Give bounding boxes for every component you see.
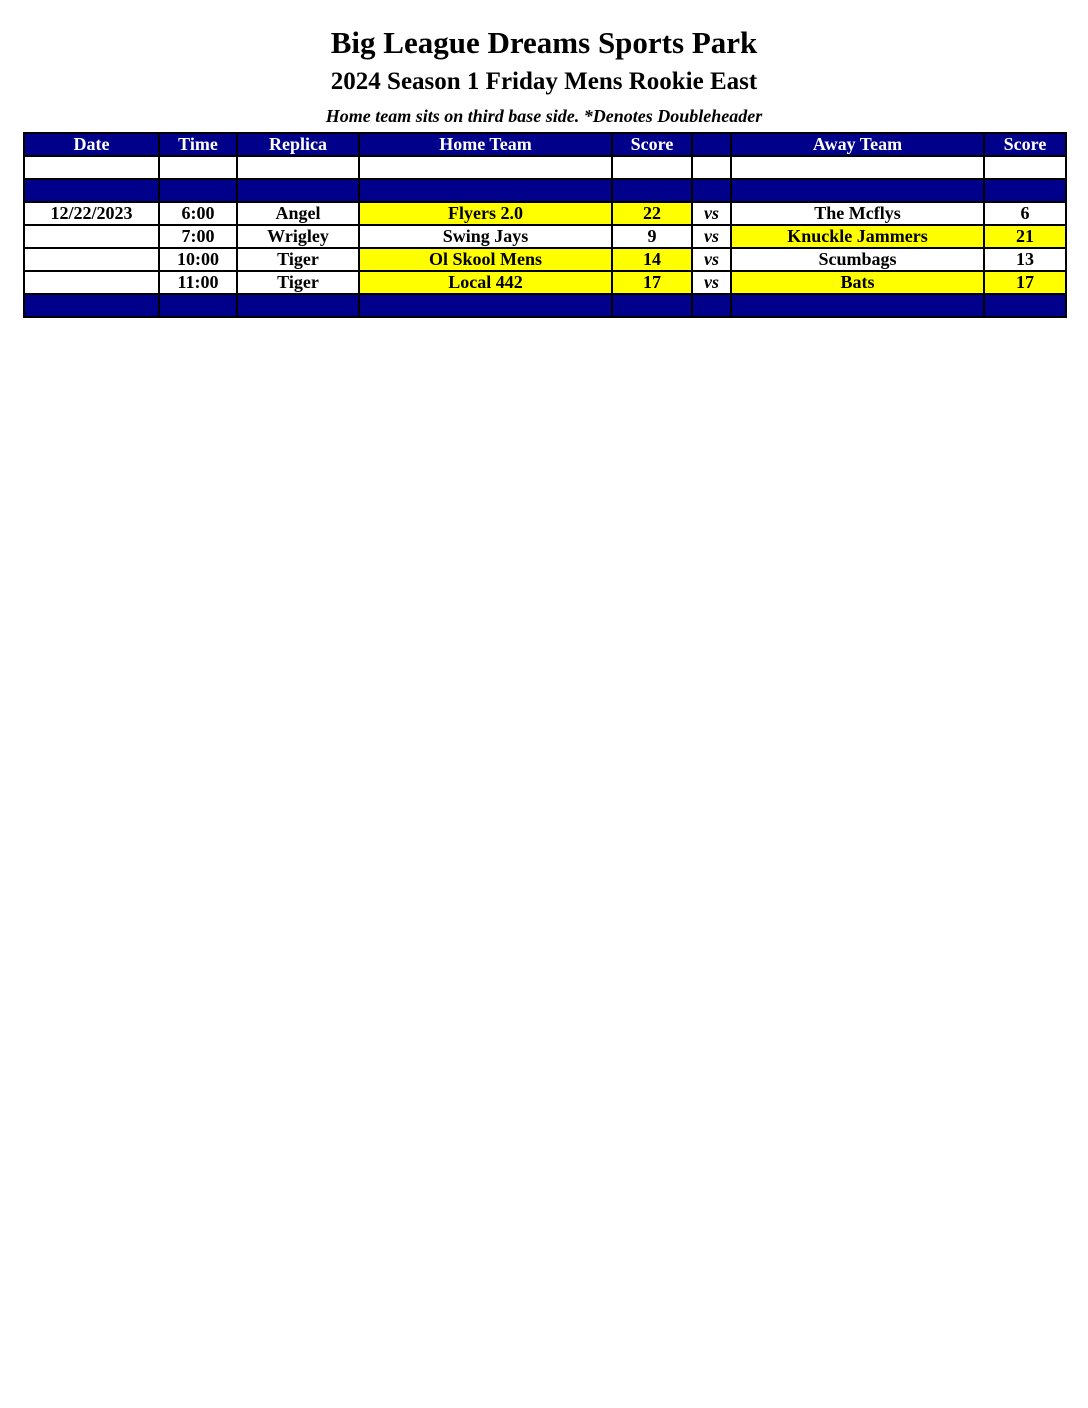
game-replica: Wrigley	[237, 225, 359, 248]
table-row	[24, 225, 1066, 248]
table-row	[24, 271, 1066, 294]
game-date: 12/22/2023	[24, 202, 159, 225]
vs-label: vs	[692, 271, 731, 294]
home-score: 22	[612, 202, 692, 225]
game-replica: Angel	[237, 202, 359, 225]
home-score: 14	[612, 248, 692, 271]
away-score: 21	[984, 225, 1066, 248]
game-date	[24, 248, 159, 271]
away-score: 6	[984, 202, 1066, 225]
col-header-home-score: Score	[612, 133, 692, 156]
game-time: 10:00	[159, 248, 237, 271]
home-team: Local 442	[359, 271, 612, 294]
game-time: 11:00	[159, 271, 237, 294]
away-team: Bats	[731, 271, 984, 294]
col-header-home-team: Home Team	[359, 133, 612, 156]
col-header-date: Date	[24, 133, 159, 156]
game-replica: Tiger	[237, 248, 359, 271]
col-header-away-team: Away Team	[731, 133, 984, 156]
vs-label: vs	[692, 248, 731, 271]
col-header-vs	[692, 133, 731, 156]
away-team: Scumbags	[731, 248, 984, 271]
home-team: Flyers 2.0	[359, 202, 612, 225]
separator-band-row	[24, 179, 1066, 202]
home-team: Swing Jays	[359, 225, 612, 248]
schedule-table	[23, 132, 1067, 318]
game-time: 7:00	[159, 225, 237, 248]
col-header-away-score: Score	[984, 133, 1066, 156]
games-body	[24, 202, 1066, 294]
blank-row	[24, 156, 1066, 179]
away-score: 17	[984, 271, 1066, 294]
schedule-note: Home team sits on third base side. *Denotes Doubleheader	[325, 106, 763, 126]
game-date	[24, 225, 159, 248]
home-score: 9	[612, 225, 692, 248]
page-title: Big League Dreams Sports Park	[330, 25, 758, 60]
home-team: Ol Skool Mens	[359, 248, 612, 271]
vs-label: vs	[692, 202, 731, 225]
table-row	[24, 202, 1066, 225]
table-row	[24, 248, 1066, 271]
game-time: 6:00	[159, 202, 237, 225]
away-team: The Mcflys	[731, 202, 984, 225]
col-header-time: Time	[159, 133, 237, 156]
home-score: 17	[612, 271, 692, 294]
footer-band-row	[24, 294, 1066, 317]
game-date	[24, 271, 159, 294]
header-row	[24, 133, 1066, 156]
col-header-replica: Replica	[237, 133, 359, 156]
away-score: 13	[984, 248, 1066, 271]
page-subtitle: 2024 Season 1 Friday Mens Rookie East	[330, 68, 758, 95]
vs-label: vs	[692, 225, 731, 248]
game-replica: Tiger	[237, 271, 359, 294]
away-team: Knuckle Jammers	[731, 225, 984, 248]
